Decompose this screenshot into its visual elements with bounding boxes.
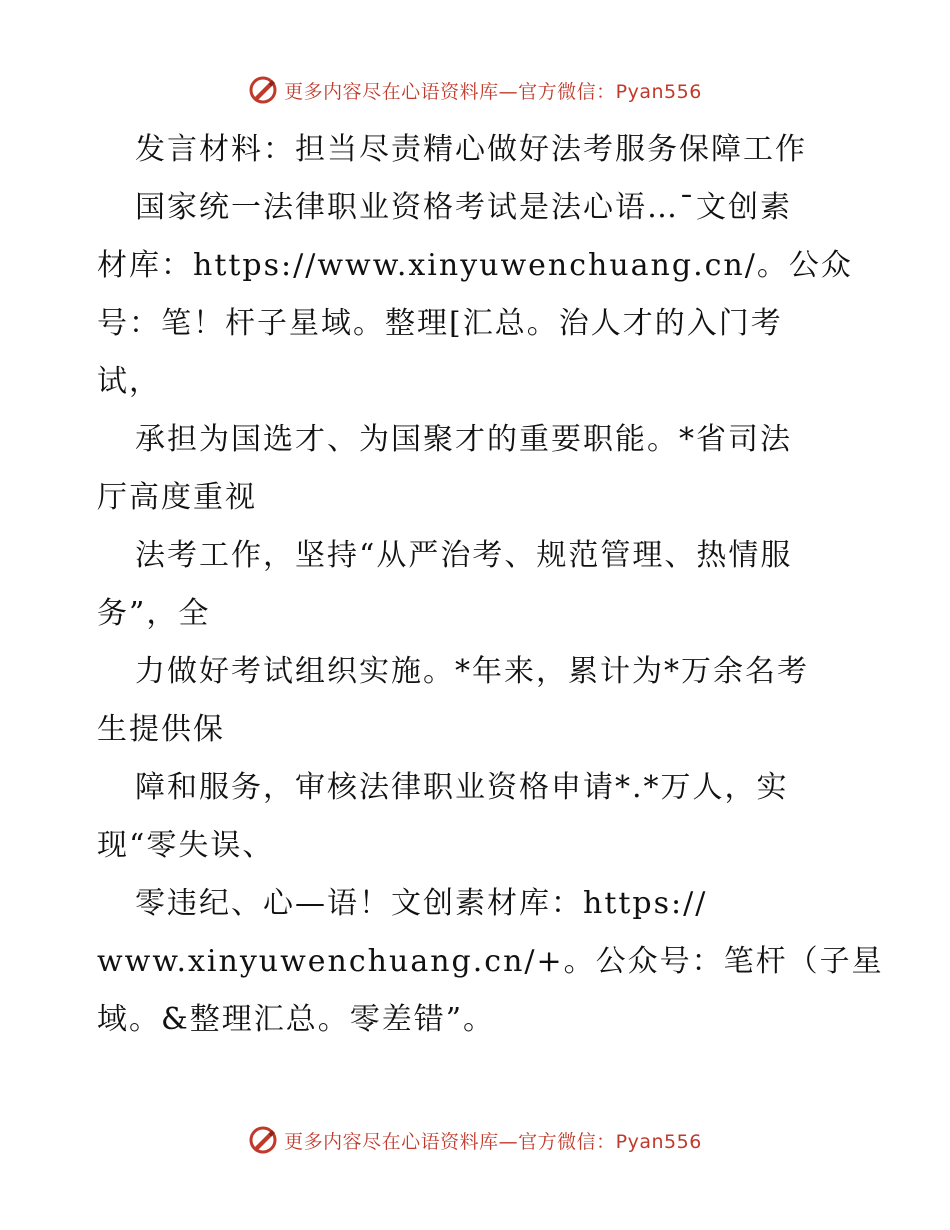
banner-text: [284, 77, 702, 104]
text-line: 发言材料：担当尽责精心做好法考服务保障工作: [135, 132, 807, 167]
text-line: 国家统一法律职业资格考试是法心语…¯文创素: [135, 190, 792, 225]
text-line: 试，: [97, 364, 161, 399]
header-banner: [0, 70, 950, 110]
text-line: 域。&整理汇总。零差错”。: [97, 1002, 496, 1037]
document-body: [97, 121, 884, 1049]
banner-label: 更多内容尽在心语资料库—官方微信：: [284, 1130, 616, 1153]
text-line: 务”，全: [97, 596, 211, 631]
text-line: 号：笔！杆子星域。整理[汇总。治人才的入门考: [97, 306, 783, 341]
text-line: 力做好考试组织实施。*年来，累计为*万余名考: [135, 654, 809, 689]
text-line: 厅高度重视: [97, 480, 257, 515]
pen-logo-icon: [248, 75, 278, 105]
pen-logo-icon: [248, 1125, 278, 1155]
banner-text: [284, 1127, 702, 1154]
text-line: 材库：https://www.xinyuwenchuang.cn/。公众: [97, 248, 853, 283]
text-line: 现“零失误、: [97, 828, 275, 863]
text-line: 法考工作，坚持“从严治考、规范管理、热情服: [135, 538, 793, 573]
text-line: 障和服务，审核法律职业资格申请*.*万人，实: [135, 770, 789, 805]
text-line: 零违纪、心—语！文创素材库：https://: [135, 886, 708, 921]
text-line: 承担为国选才、为国聚才的重要职能。*省司法: [135, 422, 792, 457]
banner-wechat-handle: Pyan556: [615, 80, 702, 103]
text-line: 生提供保: [97, 712, 225, 747]
footer-banner: [0, 1120, 950, 1160]
text-line: www.xinyuwenchuang.cn/+。公众号：笔杆（子星: [97, 944, 884, 979]
banner-label: 更多内容尽在心语资料库—官方微信：: [284, 80, 616, 103]
banner-wechat-handle: Pyan556: [615, 1130, 702, 1153]
